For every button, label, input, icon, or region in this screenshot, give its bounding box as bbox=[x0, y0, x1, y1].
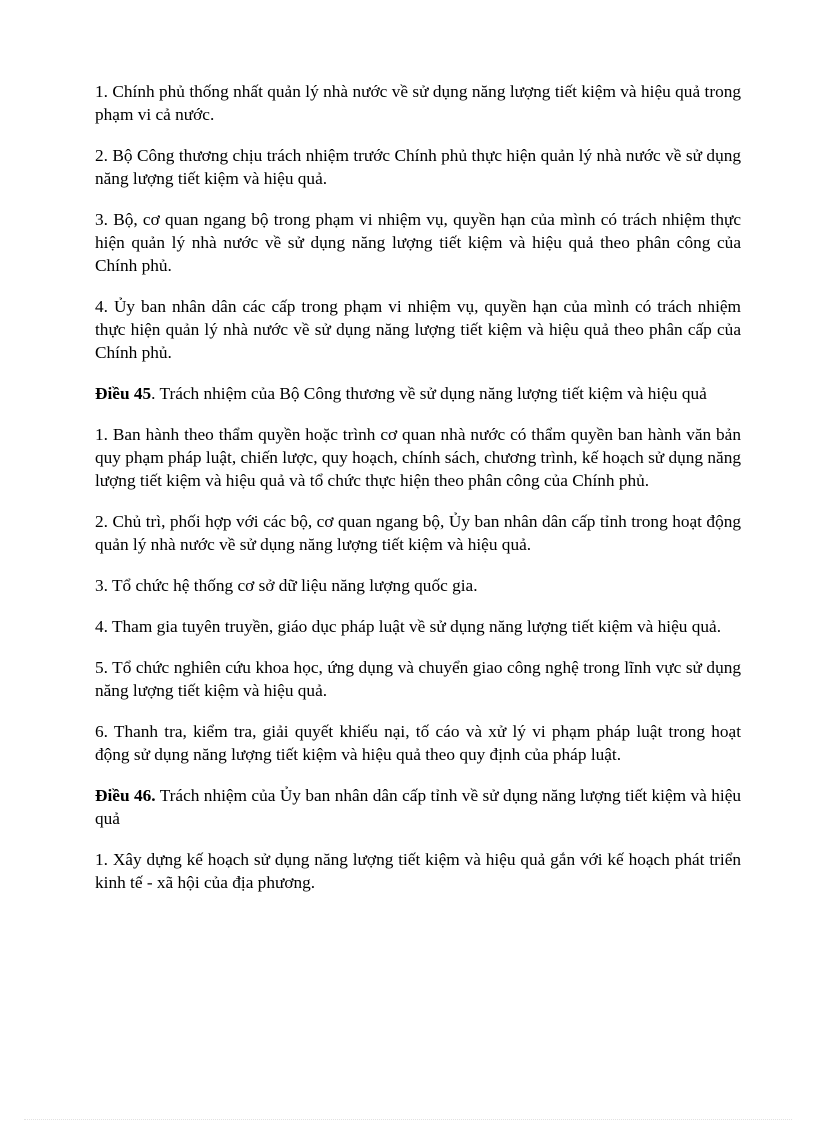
paragraph-1: 1. Chính phủ thống nhất quản lý nhà nước về sử dụng năng lượng tiết kiệm và hiệu quả trong phạm vi cả nước. bbox=[95, 82, 741, 124]
paragraph-4: 4. Ủy ban nhân dân các cấp trong phạm vi nhiệm vụ, quyền hạn của mình có trách nhiệm thực hiện quản lý nhà nước về sử dụng năng lượng tiết kiệm và hiệu quả theo phân cấp của Chính phủ. bbox=[95, 297, 741, 362]
article-45-item-5: 5. Tổ chức nghiên cứu khoa học, ứng dụng và chuyển giao công nghệ trong lĩnh vực sử dụng năng lượng tiết kiệm và hiệu quả. bbox=[95, 658, 741, 700]
article-45-item-3: 3. Tổ chức hệ thống cơ sở dữ liệu năng lượng quốc gia. bbox=[95, 576, 478, 595]
article-45-label: Điều 45 bbox=[95, 384, 152, 403]
article-45-item-2: 2. Chủ trì, phối hợp với các bộ, cơ quan ngang bộ, Ủy ban nhân dân cấp tỉnh trong hoạt động quản lý nhà nước về sử dụng năng lượng tiết kiệm và hiệu quả. bbox=[95, 512, 741, 554]
paragraph-2: 2. Bộ Công thương chịu trách nhiệm trước Chính phủ thực hiện quản lý nhà nước về sử dụng năng lượng tiết kiệm và hiệu quả. bbox=[95, 146, 741, 188]
article-45-item-1: 1. Ban hành theo thẩm quyền hoặc trình cơ quan nhà nước có thẩm quyền ban hành văn bản quy phạm pháp luật, chiến lược, quy hoạch, chính sách, chương trình, kế hoạch sử dụng năng lượng tiết kiệm và hiệu quả và tổ chức thực hiện theo phân công của Chính phủ. bbox=[95, 425, 741, 490]
article-46-item-1: 1. Xây dựng kế hoạch sử dụng năng lượng tiết kiệm và hiệu quả gắn với kế hoạch phát triển kinh tế - xã hội của địa phương. bbox=[95, 850, 741, 892]
article-45-item-4: 4. Tham gia tuyên truyền, giáo dục pháp luật về sử dụng năng lượng tiết kiệm và hiệu quả. bbox=[95, 617, 722, 636]
paragraph-3: 3. Bộ, cơ quan ngang bộ trong phạm vi nhiệm vụ, quyền hạn của mình có trách nhiệm thực hiện quản lý nhà nước về sử dụng năng lượng tiết kiệm và hiệu quả theo phân công của Chính phủ. bbox=[95, 210, 741, 275]
article-46-heading bbox=[95, 784, 741, 830]
article-45-heading bbox=[95, 382, 741, 405]
article-46-label: Điều 46. bbox=[95, 786, 156, 805]
page-bottom-rule bbox=[24, 1119, 792, 1120]
article-46-title: Trách nhiệm của Ủy ban nhân dân cấp tỉnh về sử dụng năng lượng tiết kiệm và hiệu quả bbox=[95, 786, 741, 828]
document-page bbox=[95, 80, 741, 912]
article-45-title: . Trách nhiệm của Bộ Công thương về sử dụng năng lượng tiết kiệm và hiệu quả bbox=[151, 384, 707, 403]
article-45-item-6: 6. Thanh tra, kiểm tra, giải quyết khiếu nại, tố cáo và xử lý vi phạm pháp luật trong hoạt động sử dụng năng lượng tiết kiệm và hiệu quả theo quy định của pháp luật. bbox=[95, 722, 741, 764]
